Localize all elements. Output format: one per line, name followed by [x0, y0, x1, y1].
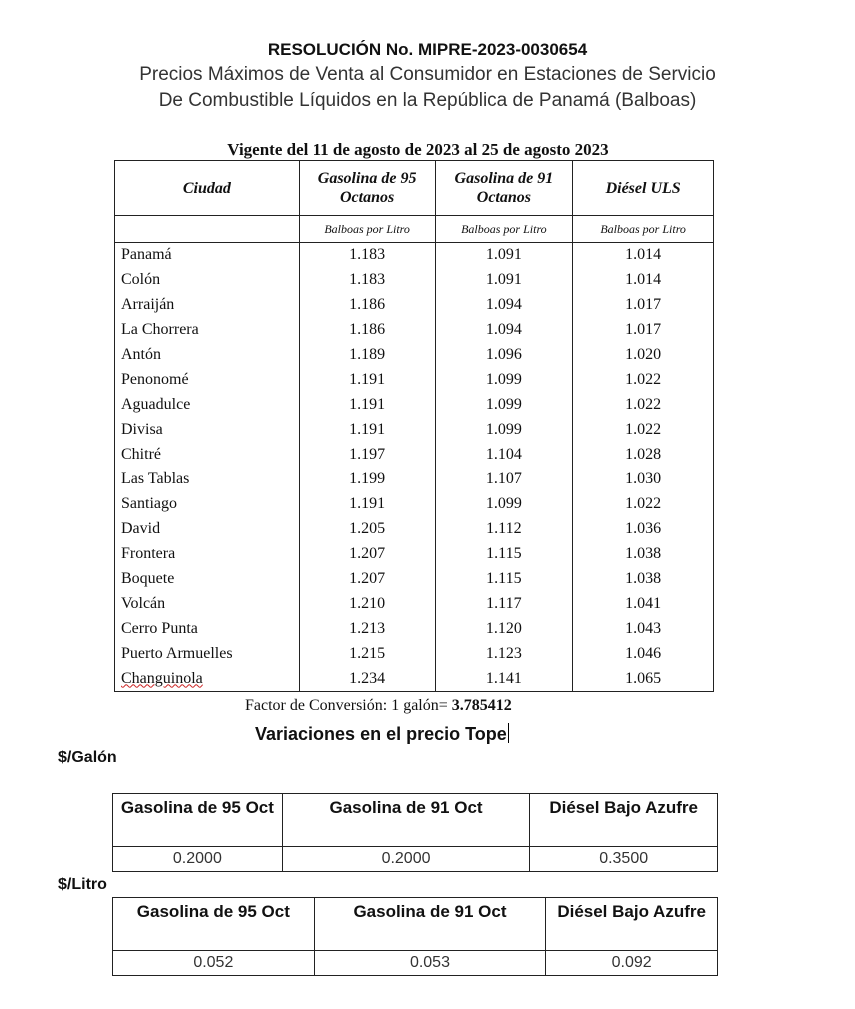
price-cell: 1.043 [573, 616, 714, 641]
price-cell: 1.183 [299, 243, 435, 268]
table-row [115, 318, 714, 343]
table-row [115, 542, 714, 567]
price-cell: 1.022 [573, 392, 714, 417]
resolution-subtitle-line2: De Combustible Líquidos en la República de Panamá (Balboas) [158, 90, 697, 111]
price-cell: 1.115 [435, 567, 573, 592]
table-row [115, 567, 714, 592]
price-cell: 1.099 [435, 392, 573, 417]
validity-period: Vigente del 11 de agosto de 2023 al 25 de agosto 2023 [227, 140, 609, 159]
litro-value-gasolina-91: 0.053 [314, 951, 546, 976]
table-row [115, 442, 714, 467]
price-cell: 1.115 [435, 542, 573, 567]
table-row [115, 467, 714, 492]
price-cell: 1.199 [299, 467, 435, 492]
city-cell: Chitré [115, 442, 300, 467]
price-cell: 1.038 [573, 542, 714, 567]
table-row [115, 392, 714, 417]
city-cell: Antón [115, 343, 300, 368]
litro-header-gasolina-95: Gasolina de 95 Oct [113, 898, 315, 951]
city-cell [115, 666, 300, 691]
price-cell: 1.207 [299, 567, 435, 592]
variations-title-text: Variaciones en el precio Tope [255, 724, 507, 744]
header-gasolina-95: Gasolina de 95 Octanos [299, 161, 435, 216]
table-row [115, 268, 714, 293]
price-cell: 1.104 [435, 442, 573, 467]
header-ciudad: Ciudad [115, 161, 300, 216]
price-cell: 1.189 [299, 343, 435, 368]
price-cell: 1.191 [299, 417, 435, 442]
table-unit-row [115, 216, 714, 243]
price-cell: 1.234 [299, 666, 435, 691]
table-row [115, 343, 714, 368]
litro-section-label: $/Litro [58, 876, 107, 893]
price-cell: 1.197 [299, 442, 435, 467]
price-cell: 1.094 [435, 293, 573, 318]
text-cursor [508, 723, 509, 743]
city-cell: Arraiján [115, 293, 300, 318]
galon-header-row [113, 794, 718, 847]
price-cell: 1.213 [299, 616, 435, 641]
galon-value-row [113, 847, 718, 872]
unit-cell-gasolina-91: Balboas por Litro [435, 216, 573, 243]
price-cell: 1.215 [299, 641, 435, 666]
galon-header-diesel: Diésel Bajo Azufre [530, 794, 718, 847]
city-cell: Volcán [115, 591, 300, 616]
conversion-factor [245, 697, 512, 715]
resolution-subtitle-line1: Precios Máximos de Venta al Consumidor en Estaciones de Servicio [139, 64, 716, 85]
table-row [115, 243, 714, 268]
price-cell: 1.020 [573, 343, 714, 368]
price-cell: 1.183 [299, 268, 435, 293]
city-cell: Santiago [115, 492, 300, 517]
price-cell: 1.210 [299, 591, 435, 616]
header-gasolina-91: Gasolina de 91 Octanos [435, 161, 573, 216]
litro-value-row [113, 951, 718, 976]
table-row [115, 517, 714, 542]
price-cell: 1.022 [573, 367, 714, 392]
galon-value-diesel: 0.3500 [530, 847, 718, 872]
litro-header-row [113, 898, 718, 951]
litro-header-diesel: Diésel Bajo Azufre [546, 898, 718, 951]
price-cell: 1.065 [573, 666, 714, 691]
conversion-factor-value: 3.785412 [451, 697, 512, 714]
variations-title[interactable] [255, 723, 509, 745]
price-cell: 1.112 [435, 517, 573, 542]
price-cell: 1.191 [299, 392, 435, 417]
city-cell: Puerto Armuelles [115, 641, 300, 666]
price-cell: 1.017 [573, 293, 714, 318]
city-cell: Aguadulce [115, 392, 300, 417]
unit-cell-diesel: Balboas por Litro [573, 216, 714, 243]
price-cell: 1.191 [299, 367, 435, 392]
resolution-title: RESOLUCIÓN No. MIPRE-2023-0030654 [267, 40, 588, 59]
litro-header-gasolina-91: Gasolina de 91 Oct [314, 898, 546, 951]
city-cell: Boquete [115, 567, 300, 592]
price-cell: 1.186 [299, 318, 435, 343]
price-cell: 1.030 [573, 467, 714, 492]
table-row [115, 492, 714, 517]
table-row [115, 616, 714, 641]
price-cell: 1.207 [299, 542, 435, 567]
price-cell: 1.120 [435, 616, 573, 641]
galon-section-label: $/Galón [58, 749, 117, 766]
galon-value-gasolina-95: 0.2000 [113, 847, 283, 872]
price-cell: 1.017 [573, 318, 714, 343]
litro-variation-table [112, 897, 718, 976]
galon-header-gasolina-91: Gasolina de 91 Oct [282, 794, 530, 847]
city-cell: Panamá [115, 243, 300, 268]
price-cell: 1.117 [435, 591, 573, 616]
price-cell: 1.038 [573, 567, 714, 592]
header-diesel-uls: Diésel ULS [573, 161, 714, 216]
city-cell: Colón [115, 268, 300, 293]
price-cell: 1.028 [573, 442, 714, 467]
price-cell: 1.041 [573, 591, 714, 616]
unit-cell-gasolina-95: Balboas por Litro [299, 216, 435, 243]
unit-cell-blank [115, 216, 300, 243]
price-cell: 1.094 [435, 318, 573, 343]
price-cell: 1.099 [435, 367, 573, 392]
price-cell: 1.096 [435, 343, 573, 368]
galon-variation-table [112, 793, 718, 872]
city-cell: Cerro Punta [115, 616, 300, 641]
price-cell: 1.107 [435, 467, 573, 492]
litro-value-gasolina-95: 0.052 [113, 951, 315, 976]
price-cell: 1.022 [573, 417, 714, 442]
price-cell: 1.091 [435, 268, 573, 293]
galon-header-gasolina-95: Gasolina de 95 Oct [113, 794, 283, 847]
price-cell: 1.046 [573, 641, 714, 666]
table-header-row [115, 161, 714, 216]
conversion-factor-label: Factor de Conversión: 1 galón= [245, 697, 448, 714]
price-cell: 1.014 [573, 268, 714, 293]
city-cell: Divisa [115, 417, 300, 442]
city-cell-text: Changuinola [121, 669, 203, 687]
city-cell: Las Tablas [115, 467, 300, 492]
price-cell: 1.014 [573, 243, 714, 268]
table-row [115, 641, 714, 666]
table-row [115, 293, 714, 318]
table-row [115, 417, 714, 442]
price-cell: 1.091 [435, 243, 573, 268]
price-cell: 1.022 [573, 492, 714, 517]
city-cell: La Chorrera [115, 318, 300, 343]
galon-value-gasolina-91: 0.2000 [282, 847, 530, 872]
table-row [115, 367, 714, 392]
price-cell: 1.205 [299, 517, 435, 542]
fuel-price-table [114, 160, 714, 692]
city-cell: Frontera [115, 542, 300, 567]
table-row [115, 666, 714, 691]
city-cell: Penonomé [115, 367, 300, 392]
price-cell: 1.099 [435, 417, 573, 442]
litro-value-diesel: 0.092 [546, 951, 718, 976]
price-cell: 1.186 [299, 293, 435, 318]
price-cell: 1.036 [573, 517, 714, 542]
price-cell: 1.191 [299, 492, 435, 517]
table-row [115, 591, 714, 616]
price-cell: 1.123 [435, 641, 573, 666]
city-cell: David [115, 517, 300, 542]
price-cell: 1.099 [435, 492, 573, 517]
price-cell: 1.141 [435, 666, 573, 691]
